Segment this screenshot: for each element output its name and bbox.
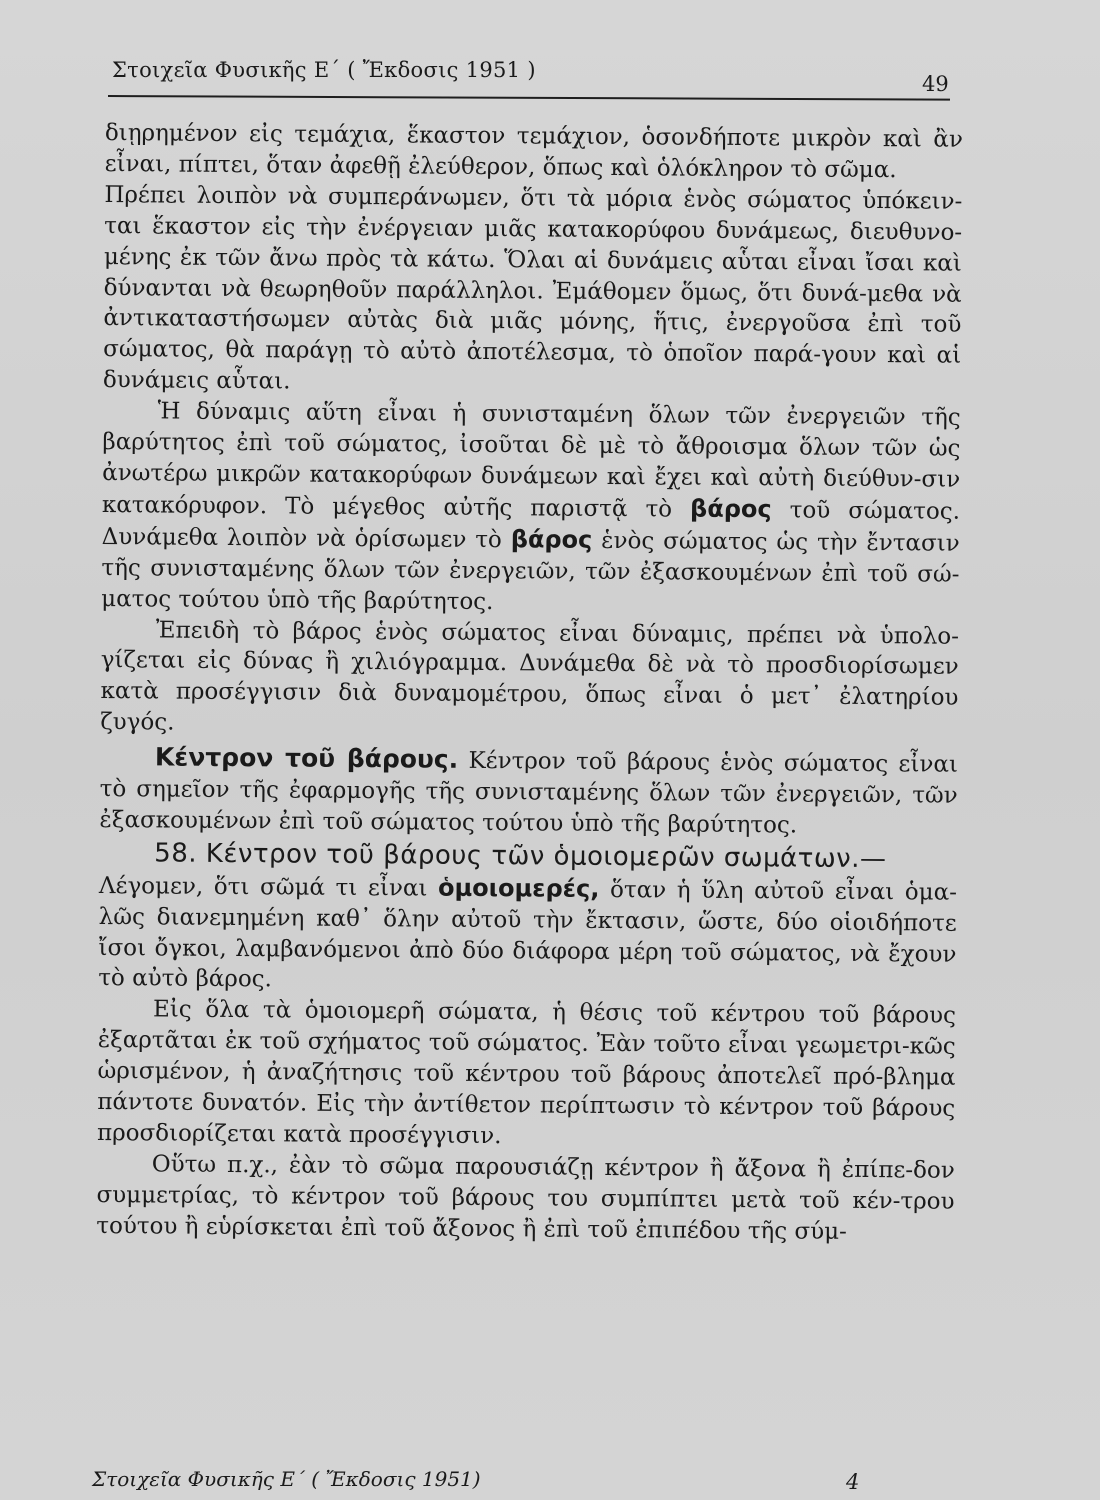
running-head: Στοιχεῖα Φυσικῆς Ε΄ ( Ἔκδοσις 1951 ) [112, 58, 536, 82]
body-text [96, 118, 963, 1248]
bold-term-homogeneous: ὁμοιομερές, [437, 873, 600, 903]
paragraph-homogeneous [98, 870, 957, 1001]
paragraph: Εἰς ὅλα τὰ ὁμοιομερῆ σώματα, ἡ θέσις τοῦ κέντρου τοῦ βάρους ἐξαρτᾶται ἐκ τοῦ σχήματος τοῦ σώματος. Ἐὰν τοῦτο εἶναι γεωμετρι-κῶς ὡρισμένον, ἡ ἀναζήτησις τοῦ κέντρου τοῦ βάρους ἀποτελεῖ πρό-βλημα πάντοτε δυνατόν. Εἰς τὴν ἀντίθετον περίπτωσιν τὸ κέντρον τοῦ βάρους προσδιορίζεται κατὰ προσέγγισιν. [96, 996, 957, 1150]
paragraph-text: Ἡ δύναμις αὕτη εἶναι ἡ συνισταμένη ὅλων τῶν ἐνεργειῶν τῆς βαρύτητος ἐπὶ τοῦ σώματος, ἰσοῦται δὲ μὲ τὸ ἄθροισμα ὅλων τῶν ὡς ἀνωτέρω μικρῶν κατακορύφων δυνάμεων καὶ ἔχει καὶ αὐτὴ διεύθυν-σιν κατακόρυφον. Τὸ μέγεθος αὐτῆς παριστᾷ τὸ [101, 398, 961, 523]
paragraph-weight-definition [101, 396, 961, 621]
paragraph: Ἐπειδὴ τὸ βάρος ἑνὸς σώματος εἶναι δύναμις, πρέπει νὰ ὑπολο-γίζεται εἰς δύνας ἢ χιλιόγραμμα. Δυνάμεθα δὲ νὰ τὸ προσδιορίσωμεν κατὰ προσέγγισιν διὰ δυναμομέτρου, ὅπως εἶναι ὁ μετ᾿ ἐλατηρίου ζυγός. [100, 616, 960, 736]
paragraph-text: ὅταν ἡ ὕλη αὐτοῦ εἶναι ὁμα-λῶς διανεμημένη καθ᾿ ὅλην αὐτοῦ τὴν ἔκτασιν, ὥστε, δύο οἱοιδήποτε ἴσοι ὄγκοι, λαμβανόμενοι ἀπὸ δύο διάφορα μέρη τοῦ σώματος, νὰ ἔχουν τὸ αὐτὸ βάρος. [98, 876, 958, 993]
signature-mark: 4 [846, 1470, 860, 1494]
paragraph-text: Λέγομεν, ὅτι σῶμά τι εἶναι [98, 872, 428, 902]
paragraph: Πρέπει λοιπὸν νὰ συμπεράνωμεν, ὅτι τὰ μόρια ἑνὸς σώματος ὑπόκειν-ται ἕκαστον εἰς τὴν ἐνέργειαν μιᾶς κατακορύφου δυνάμεως, διευθυνο-μένης ἐκ τῶν ἄνω πρὸς τὰ κάτω. Ὅλαι αἱ δυνάμεις αὗται εἶναι ἴσαι καὶ δύνανται νὰ θεωρηθοῦν παράλληλοι. Ἐμάθομεν ὅμως, ὅτι δυνά-μεθα νὰ ἀντικαταστήσωμεν αὐτὰς διὰ μιᾶς μόνης, ἥτις, ἐνεργοῦσα ἐπὶ τοῦ σώματος, θὰ παράγῃ τὸ αὐτὸ ἀποτέλεσμα, τὸ ὁποῖον παρά-γουν καὶ αἱ δυνάμεις αὗται. [102, 181, 963, 395]
bold-term-weight: βάρος [510, 524, 593, 554]
page-number: 49 [922, 72, 949, 96]
header-rule [108, 95, 950, 101]
paragraph-text: ἑνὸς σώματος ὡς τὴν ἔντασιν τῆς συνισταμένης ὅλων τῶν ἐνεργειῶν, τῶν ἐξασκουμένων ἐπὶ τοῦ σώ-ματος τούτου ὑπὸ τῆς βαρύτητος. [101, 527, 960, 615]
paragraph-text: Κέντρον τοῦ βάρους ἑνὸς σώματος εἶναι τὸ σημεῖον τῆς ἐφαρμογῆς τῆς συνισταμένης ὅλων τῶν ἐνεργειῶν, τῶν ἐξασκουμένων ἐπὶ τοῦ σώματος τούτου ὑπὸ τῆς βαρύτητος. [99, 748, 959, 839]
paragraph-center-of-gravity [99, 742, 958, 842]
bold-term-weight: βάρος [690, 494, 772, 524]
section-title: 58. Κέντρον τοῦ βάρους τῶν ὁμοιομερῶν σωμάτων.— [154, 838, 887, 875]
footer-note: Στοιχεῖα Φυσικῆς Ε΄ ( Ἔκδοσις 1951) [92, 1467, 481, 1491]
paragraph-continued: διῃρημένον εἰς τεμάχια, ἕκαστον τεμάχιον, ὁσονδήποτε μικρὸν καὶ ἂν εἶναι, πίπτει, ὅταν ἀφεθῇ ἐλεύθερον, ὅπως καὶ ὁλόκληρον τὸ σῶμα. [104, 119, 963, 184]
run-in-heading: Κέντρον τοῦ βάρους. [154, 742, 459, 774]
paragraph: Οὕτω π.χ., ἐὰν τὸ σῶμα παρουσιάζῃ κέντρον ἢ ἄξονα ἢ ἐπίπε-δον συμμετρίας, τὸ κέντρον τοῦ βάρους του συμπίπτει μετὰ τοῦ κέν-τρου τούτου ἢ εὑρίσκεται ἐπὶ τοῦ ἄξονος ἢ ἐπὶ τοῦ ἐπιπέδου τῆς σύμ- [96, 1151, 955, 1245]
paragraph-text: τοῦ σώματος. Δυνάμεθα λοιπὸν νὰ ὁρίσωμεν τὸ [101, 497, 961, 553]
